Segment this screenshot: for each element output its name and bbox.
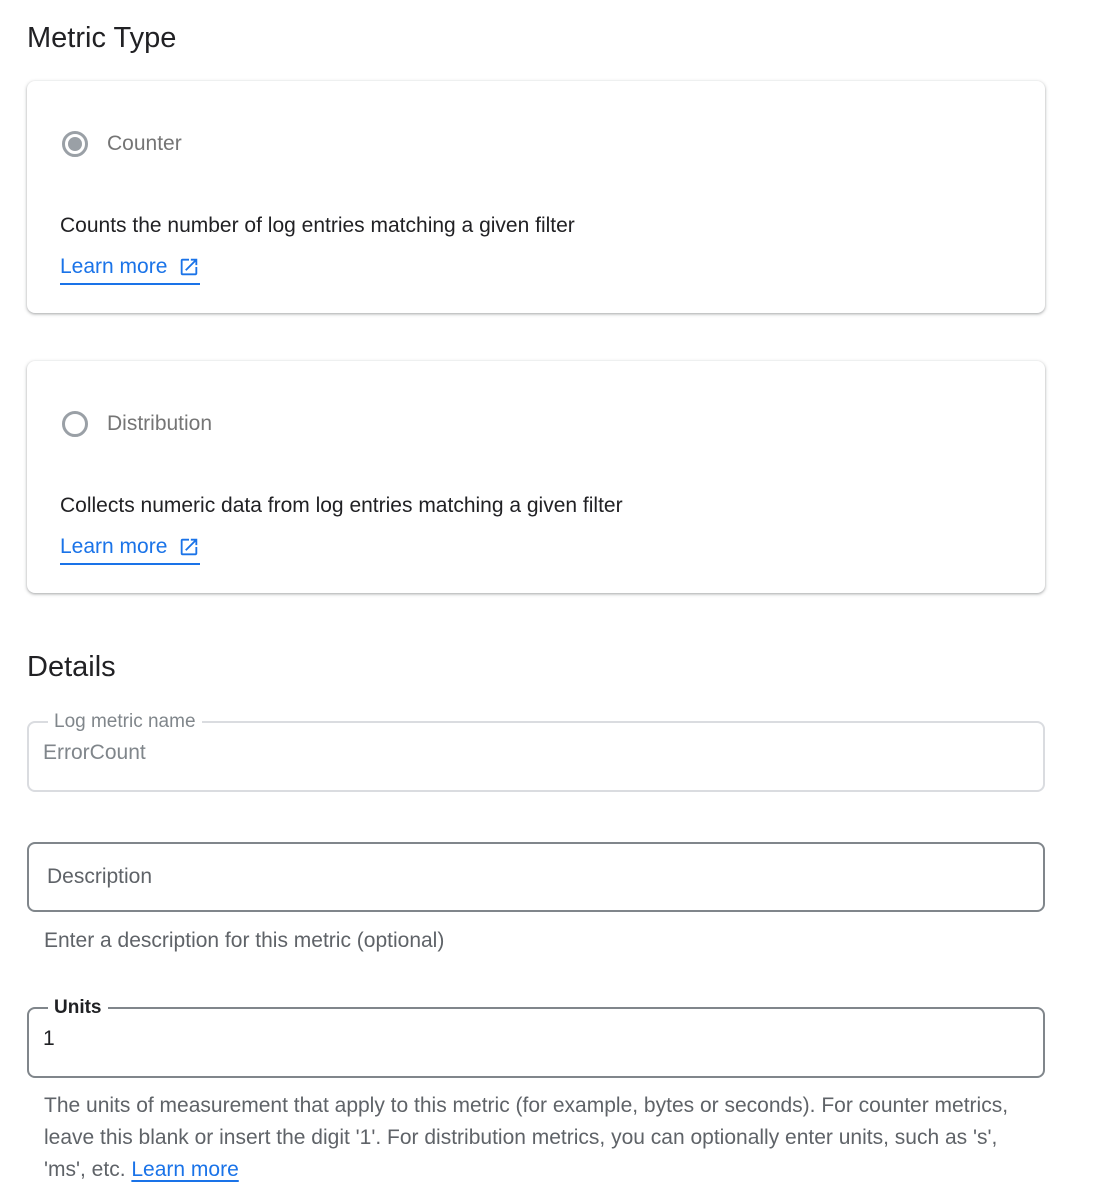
open-in-new-icon bbox=[178, 256, 200, 278]
open-in-new-icon bbox=[178, 536, 200, 558]
learn-more-label: Learn more bbox=[60, 535, 168, 558]
distribution-radio-option[interactable] bbox=[62, 411, 212, 437]
counter-radio-label: Counter bbox=[107, 132, 182, 155]
radio-selected-icon[interactable] bbox=[62, 131, 88, 157]
distribution-radio-label: Distribution bbox=[107, 412, 213, 435]
counter-option-card bbox=[27, 81, 1045, 313]
description-input[interactable] bbox=[47, 865, 1025, 889]
description-helper-text: Enter a description for this metric (optional) bbox=[44, 929, 445, 952]
distribution-description: Collects numeric data from log entries matching a given filter bbox=[60, 494, 623, 517]
log-metric-name-field bbox=[27, 711, 1045, 792]
log-metric-name-input bbox=[43, 733, 1029, 779]
log-metric-name-label: Log metric name bbox=[54, 711, 196, 732]
units-label: Units bbox=[54, 997, 102, 1018]
learn-more-label: Learn more bbox=[60, 255, 168, 278]
distribution-option-card bbox=[27, 361, 1045, 593]
metric-type-heading: Metric Type bbox=[27, 22, 177, 54]
units-helper-body: The units of measurement that apply to this metric (for example, bytes or seconds). For counter metrics, leave this blank or insert the digit '1'. For distribution metrics, you can optionally enter units, such as 's', 'ms', etc. bbox=[44, 1094, 1009, 1181]
description-field[interactable] bbox=[27, 842, 1045, 912]
units-field[interactable] bbox=[27, 997, 1045, 1078]
distribution-learn-more-link[interactable] bbox=[60, 535, 200, 565]
counter-radio-option[interactable] bbox=[62, 131, 182, 157]
details-heading: Details bbox=[27, 651, 116, 683]
units-learn-more-link[interactable]: Learn more bbox=[131, 1158, 239, 1181]
metric-form-page bbox=[27, 0, 1045, 1186]
radio-unselected-icon[interactable] bbox=[62, 411, 88, 437]
counter-description: Counts the number of log entries matching a given filter bbox=[60, 214, 575, 237]
units-input[interactable] bbox=[43, 1019, 1029, 1065]
units-helper-text bbox=[44, 1090, 1009, 1186]
counter-learn-more-link[interactable] bbox=[60, 255, 200, 285]
